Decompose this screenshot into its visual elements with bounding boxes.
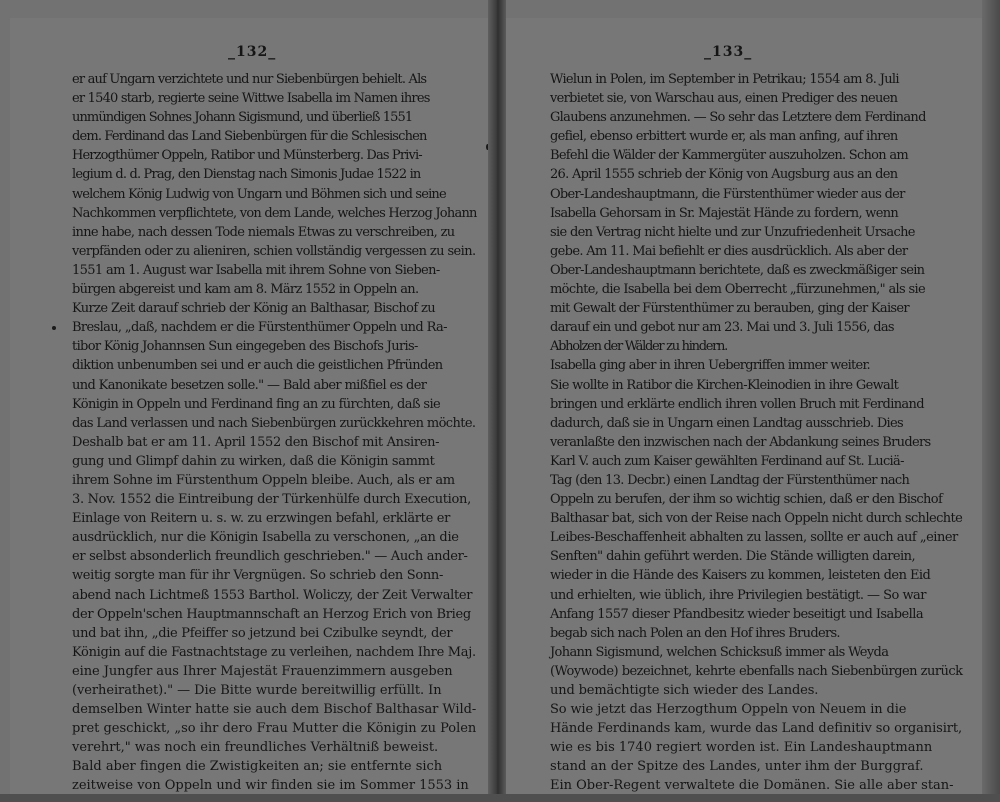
text-line: Herzogthümer Oppeln, Ratibor und Münsterberg. Das Privi-: [72, 148, 422, 164]
text-line: Tag (den 13. Decbr.) einen Landtag der Fürstenthümer nach: [550, 472, 910, 488]
text-line: mit Gewalt der Fürstenthümer zu berauben, ging der Kaiser: [550, 301, 909, 317]
text-line: Leibes-Beschaffenheit abhalten zu lassen, sollte er auch auf „einer: [550, 530, 958, 546]
text-line: Nachkommen verpflichtete, von dem Lande, welches Herzog Johann: [72, 205, 477, 221]
text-line: Sie wollte in Ratibor die Kirchen-Kleinodien in ihre Gewalt: [550, 377, 899, 393]
text-line: Oppeln zu berufen, der ihm so wichtig schien, daß er den Bischof: [550, 492, 943, 508]
text-line: eine Jungfer aus Ihrer Majestät Frauenzimmern ausgeben: [72, 663, 453, 679]
text-line: dem. Ferdinand das Land Siebenbürgen für die Schlesischen: [72, 129, 427, 145]
text-line: und bat ihn, „die Pfeiffer so jetzund bei Czibulke seyndt, der: [72, 625, 453, 641]
left-page: [10, 18, 488, 794]
scan-bottom-edge: [0, 794, 1000, 802]
text-line: Isabella Gehorsam in Sr. Majestät Hände zu fordern, wenn: [550, 205, 899, 221]
text-line: (Woywode) bezeichnet, kehrte ebenfalls nach Siebenbürgen zurück: [550, 663, 963, 679]
text-line: Befehl die Wälder der Kammergüter auszuholzen. Schon am: [550, 148, 908, 164]
text-line: 1551 am 1. August war Isabella mit ihrem Sohne von Sieben-: [72, 262, 440, 278]
text-line: welchem König Ludwig von Ungarn und Böhmen sich und seine: [72, 186, 446, 202]
text-line: 26. April 1555 schrieb der König von Augsburg aus an den: [550, 167, 898, 183]
text-line: wieder in die Hände des Kaisers zu kommen, leisteten den Eid: [550, 568, 931, 584]
text-line: verehrt," was noch ein freundliches Verhältniß beweist.: [72, 740, 439, 756]
text-line: gefiel, ebenso erbittert wurde er, als man anfing, auf ihren: [550, 129, 898, 145]
text-line: abend nach Lichtmeß 1553 Barthol. Woliczy, der Zeit Verwalter: [72, 587, 473, 603]
text-line: der Oppeln'schen Hauptmannschaft an Herzog Erich von Brieg: [72, 606, 471, 622]
text-line: verbietet sie, von Warschau aus, einen Prediger des neuen: [550, 91, 898, 107]
text-line: Johann Sigismund, welchen Schicksuß immer als Weyda: [550, 644, 889, 660]
text-line: weitig sorgte man für ihr Vergnügen. So schrieb den Sonn-: [72, 568, 444, 584]
text-line: unmündigen Sohnes Johann Sigismund, und überließ 1551: [72, 110, 413, 126]
text-line: sie den Vertrag nicht hielte und zur Unzufriedenheit Ursache: [550, 224, 915, 240]
text-line: Balthasar bat, sich von der Reise nach Oppeln nicht durch schlechte: [550, 511, 963, 527]
text-line: Karl V. auch zum Kaiser gewählten Ferdinand auf St. Luciä-: [550, 453, 904, 469]
text-line: ihrem Sohne im Fürstenthum Oppeln bleibe. Auch, als er am: [72, 472, 455, 488]
text-line: Königin in Oppeln und Ferdinand fing an zu fürchten, daß sie: [72, 396, 441, 412]
text-line: er selbst absonderlich freundlich geschrieben." — Auch ander-: [72, 549, 468, 565]
text-line: begab sich nach Polen an den Hof ihres Bruders.: [550, 625, 840, 641]
page-number-right: _133_: [704, 44, 753, 60]
text-line: legium d. d. Prag, den Dienstag nach Simonis Judae 1522 in: [72, 167, 421, 183]
text-line: So wie jetzt das Herzogthum Oppeln von Neuem in die: [550, 702, 907, 718]
page-number-right-value: 133: [712, 44, 745, 60]
text-line: diktion unbenumben sei und er auch die geistlichen Pfründen: [72, 358, 443, 374]
text-line: tibor König Johannsen Sun eingegeben des Bischofs Juris-: [72, 339, 418, 355]
text-line: Ober-Landeshauptmann, die Fürstenthümer wieder aus der: [550, 186, 905, 202]
text-line: Hände Ferdinands kam, wurde das Land definitiv so organisirt,: [550, 721, 963, 737]
text-line: verpfänden oder zu alieniren, schien vollständig vergessen zu sein.: [72, 243, 476, 259]
text-line: veranlaßte den inzwischen nach der Abdankung seines Bruders: [550, 434, 931, 450]
text-line: möchte, die Isabella bei dem Oberrecht „fürzunehmen," als sie: [550, 282, 926, 298]
text-line: und erhielten, wie üblich, ihre Privilegien bestätigt. — So war: [550, 587, 926, 603]
text-line: Wielun in Polen, im September in Petrikau; 1554 am 8. Juli: [550, 72, 899, 87]
text-line: Bald aber fingen die Zwistigkeiten an; sie entfernte sich: [72, 759, 443, 775]
text-line: (verheirathet)." — Die Bitte wurde bereitwillig erfüllt. In: [72, 683, 442, 698]
text-line: gung und Glimpf dahin zu wirken, daß die Königin sammt: [72, 453, 435, 469]
text-line: dadurch, daß sie in Ungarn einen Landtag ausschrieb. Dies: [550, 415, 903, 431]
text-line: Glaubens anzunehmen. — So sehr das Letztere dem Ferdinand: [550, 110, 926, 126]
text-line: Breslau, „daß, nachdem er die Fürstenthümer Oppeln und Ra-: [72, 320, 447, 336]
text-line: bringen und erklärte endlich ihren vollen Bruch mit Ferdinand: [550, 396, 924, 412]
text-line: Senften" dahin geführt werden. Die Stände willigten darein,: [550, 549, 916, 565]
text-line: Einlage von Reitern u. s. w. zu erzwingen befahl, erklärte er: [72, 511, 451, 527]
text-line: demselben Winter hatte sie auch dem Bischof Balthasar Wild-: [72, 702, 477, 718]
text-line: Isabella ging aber in ihren Uebergriffen immer weiter.: [550, 358, 870, 374]
text-line: Königin auf die Fastnachtstage zu verleihen, nachdem Ihre Maj.: [72, 644, 476, 660]
text-line: Deshalb bat er am 11. April 1552 den Bischof mit Ansiren-: [72, 434, 440, 450]
text-line: er 1540 starb, regierte seine Wittwe Isabella im Namen ihres: [72, 91, 430, 107]
text-line: darauf ein und gebot nur am 23. Mai und 3. Juli 1556, das: [550, 320, 894, 336]
right-page-text: [550, 70, 962, 794]
ink-speck: [52, 326, 56, 330]
text-line: das Land verlassen und nach Siebenbürgen zurückkehren möchte.: [72, 415, 476, 431]
text-line: wie es bis 1740 regiert worden ist. Ein Landeshauptmann: [550, 740, 933, 756]
text-line: und Kanonikate besetzen solle." — Bald aber mißfiel es der: [72, 377, 427, 393]
text-line: Ein Ober-Regent verwaltete die Domänen. Sie alle aber stan-: [550, 778, 954, 794]
text-line: bürgen abgereist und kam am 8. März 1552 in Oppeln an.: [72, 282, 419, 298]
text-line: und bemächtigte sich wieder des Landes.: [550, 683, 819, 698]
right-page: [506, 18, 982, 794]
text-line: gebe. Am 11. Mai befiehlt er dies ausdrücklich. Als aber der: [550, 243, 908, 259]
text-line: pret geschickt, „so ihr dero Frau Mutter die Königin zu Polen: [72, 721, 477, 737]
left-page-text: [72, 70, 477, 794]
text-line: stand an der Spitze des Landes, unter ihm der Burggraf.: [550, 759, 924, 775]
book-gutter: [488, 0, 506, 802]
text-line: inne habe, nach dessen Tode niemals Etwas zu verschreiben, zu: [72, 224, 455, 240]
text-line: zeitweise von Oppeln und wir finden sie im Sommer 1553 in: [72, 778, 469, 794]
page-number-left: _132_: [228, 44, 277, 60]
text-line: Ober-Landeshauptmann berichtete, daß es zweckmäßiger sein: [550, 262, 925, 278]
page-number-left-value: 132: [236, 44, 269, 60]
text-line: Kurze Zeit darauf schrieb der König an Balthasar, Bischof zu: [72, 301, 436, 317]
text-line: Anfang 1557 dieser Pfandbesitz wieder beseitigt und Isabella: [550, 606, 924, 622]
page-edge: [982, 0, 1000, 802]
text-line: er auf Ungarn verzichtete und nur Siebenbürgen behielt. Als: [72, 72, 427, 87]
text-line: 3. Nov. 1552 die Eintreibung der Türkenhülfe durch Execution,: [72, 492, 471, 508]
text-line: ausdrücklich, nur die Königin Isabella zu verschonen, „an die: [72, 530, 459, 546]
text-line: Abholzen der Wälder zu hindern.: [550, 339, 727, 355]
